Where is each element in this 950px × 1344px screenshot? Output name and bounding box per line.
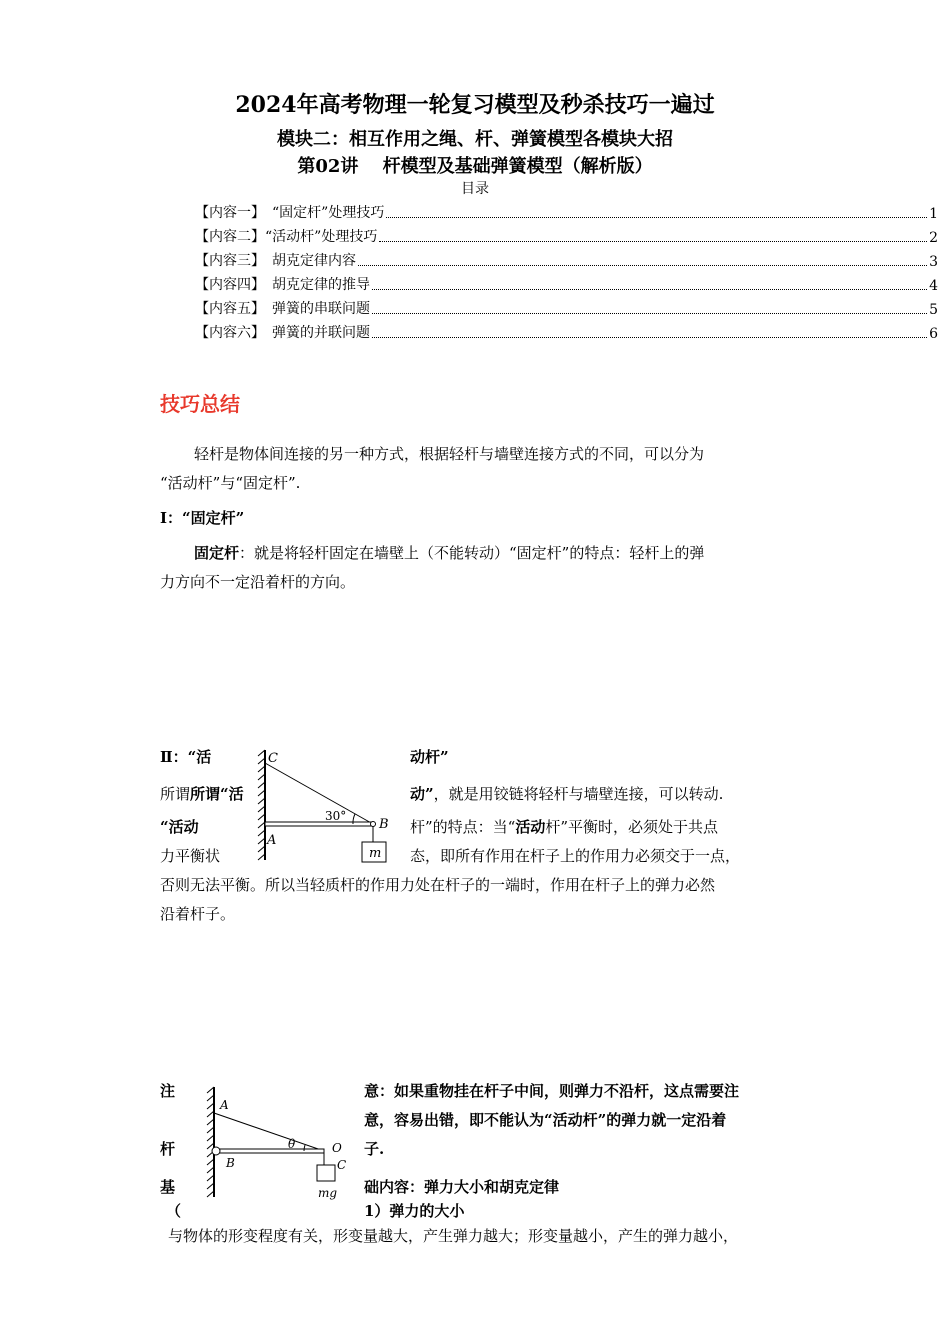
- active-rod-text: 杆”的特点：当“: [410, 818, 516, 836]
- subheading-right: 1）弹力的大小: [364, 1202, 465, 1220]
- toc-item[interactable]: [195, 298, 938, 318]
- rope-cb: [265, 763, 373, 824]
- toc-item[interactable]: [195, 202, 938, 222]
- wall-hatching: [207, 1087, 214, 1197]
- active-rod-line-3-left: “活动: [160, 818, 199, 836]
- toc-item-label: 【内容五】 弹簧的串联问题: [195, 301, 370, 317]
- intro-line-2: “活动杆”与“固定杆”.: [160, 474, 301, 492]
- wall-hatching: [258, 750, 265, 860]
- toc-leader: [379, 240, 927, 242]
- note-line-2-right: 意，容易出错，即不能认为“活动杆”的弹力就一定沿着: [364, 1111, 727, 1129]
- weight-block: [317, 1165, 335, 1181]
- active-rod-text: ，就是用铰链将轻杆与墙壁连接，可以转动.: [433, 785, 724, 803]
- toc-item-label: 【内容三】 胡克定律内容: [195, 253, 356, 269]
- joint-b: [371, 822, 376, 827]
- active-rod-line-4-left: 力平衡状: [160, 847, 221, 865]
- toc-leader: [386, 216, 927, 218]
- active-rod-line-3-right: [410, 816, 718, 837]
- angle-label: 30°: [325, 809, 347, 823]
- note-line-3-right: 子.: [364, 1140, 385, 1158]
- toc-leader: [358, 264, 927, 266]
- active-rod-line-6: 沿着杆子。: [160, 905, 236, 923]
- angle-label: θ: [288, 1137, 296, 1151]
- active-rod-figure: [255, 748, 405, 866]
- lecture-title: 第02讲 杆模型及基础弹簧模型（解析版）: [297, 156, 653, 177]
- label-a: A: [267, 833, 277, 848]
- label-b: B: [226, 1156, 235, 1170]
- fixed-rod-heading: Ⅰ：“固定杆”: [160, 509, 245, 527]
- toc-item[interactable]: [195, 274, 938, 294]
- rod-ab: [265, 822, 373, 826]
- label-c: C: [268, 751, 278, 766]
- note-line-3-left: 杆: [160, 1140, 176, 1158]
- toc-item-label: 【内容二】“活动杆”处理技巧: [195, 229, 378, 245]
- rod-bo: [216, 1149, 324, 1153]
- toc-item-label: 【内容一】 “固定杆”处理技巧: [195, 205, 385, 221]
- active-rod-term-a: 所谓“活: [190, 785, 244, 803]
- toc-item-label: 【内容四】 胡克定律的推导: [195, 277, 370, 293]
- toc-item[interactable]: [195, 226, 938, 246]
- toc-item-page: 1: [929, 206, 938, 222]
- label-o: O: [332, 1141, 342, 1155]
- toc-item-label: 【内容六】 弹簧的并联问题: [195, 325, 370, 341]
- active-rod-line-2-right: [410, 783, 723, 804]
- toc-item-page: 6: [929, 326, 938, 342]
- fixed-rod-line-2: 力方向不一定沿着杆的方向。: [160, 573, 356, 591]
- note-line-1-left: 注: [160, 1082, 176, 1100]
- active-rod-term-c: 活动: [515, 818, 546, 836]
- note-line-1-right: 意：如果重物挂在杆子中间，则弹力不沿杆，这点需要注: [364, 1082, 740, 1100]
- toc-item-page: 5: [929, 302, 938, 318]
- hinge-b: [212, 1147, 220, 1155]
- toc-leader: [372, 336, 927, 338]
- subheading-left: （: [166, 1202, 182, 1220]
- toc-item-page: 2: [929, 230, 938, 246]
- weight-label: mg: [318, 1186, 338, 1200]
- module-title: 模块二：相互作用之绳、杆、弹簧模型各模块大招: [277, 129, 673, 150]
- label-a: A: [220, 1098, 229, 1112]
- toc-item[interactable]: [195, 250, 938, 270]
- toc-leader: [372, 312, 927, 314]
- elastic-force-line: 与物体的形变程度有关，形变量越大，产生弹力越大；形变量越小，产生的弹力越小，: [168, 1227, 739, 1245]
- middle-load-rod-figure: [200, 1085, 360, 1205]
- toc-item-page: 4: [929, 278, 938, 294]
- toc-item-page: 3: [929, 254, 938, 270]
- intro-line-1: 轻杆是物体间连接的另一种方式，根据轻杆与墙壁连接方式的不同，可以分为: [194, 445, 705, 463]
- active-rod-term-b: 动”: [410, 785, 434, 803]
- section-title: 技巧总结: [160, 392, 240, 416]
- fixed-rod-term: 固定杆: [194, 544, 240, 562]
- active-rod-line-4-right: 态，即所有作用在杆子上的作用力必须交于一点，: [410, 847, 741, 865]
- active-rod-line-5: 否则无法平衡。所以当轻质杆的作用力处在杆子的一端时，作用在杆子上的弹力必然: [160, 876, 716, 894]
- toc-leader: [372, 288, 927, 290]
- basics-line-right: 础内容：弹力大小和胡克定律: [364, 1178, 560, 1196]
- document-title: 2024年高考物理一轮复习模型及秒杀技巧一遍过: [235, 92, 715, 118]
- basics-line-left: 基: [160, 1178, 176, 1196]
- label-b: B: [379, 817, 389, 832]
- active-rod-text: 杆”平衡时，必须处于共点: [545, 818, 719, 836]
- toc-heading: 目录: [461, 181, 489, 197]
- active-rod-line-2-left: 所谓所谓“活: [160, 785, 244, 803]
- toc-item[interactable]: [195, 322, 938, 342]
- rope-ao: [214, 1113, 324, 1151]
- active-rod-heading-left: Ⅱ：“活: [160, 748, 212, 766]
- fixed-rod-line-1: [194, 542, 704, 563]
- label-c: C: [337, 1158, 347, 1172]
- fixed-rod-text: ：就是将轻杆固定在墙壁上（不能转动）“固定杆”的特点：轻杆上的弹: [239, 544, 705, 562]
- active-rod-heading-right: 动杆”: [410, 748, 449, 766]
- mass-label: m: [369, 846, 382, 861]
